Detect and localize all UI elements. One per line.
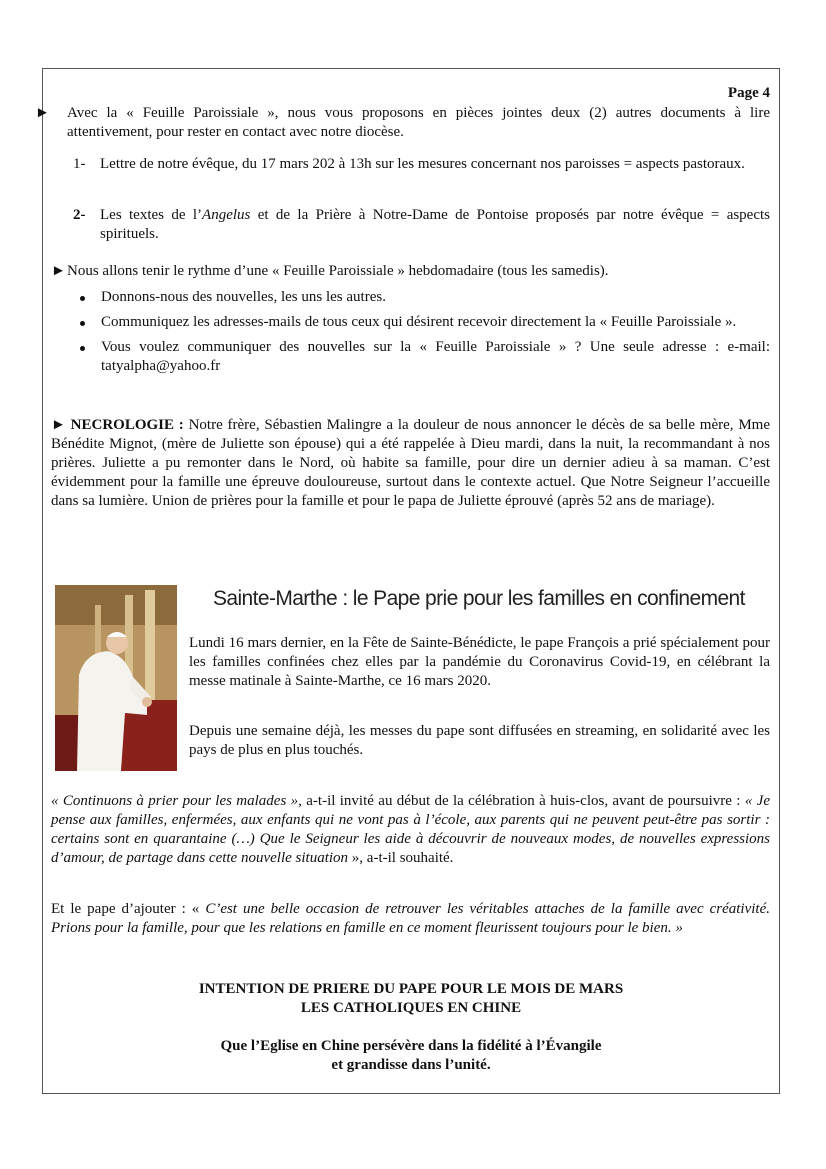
numbered-item-1 [73, 155, 770, 174]
article-paragraph-1: Lundi 16 mars dernier, en la Fête de Sainte-Bénédicte, le pape François a prié spécialement pour les familles confinées chez elles par la pandémie du Coronavirus Covid-19, en célébrant la messe matinale à Sainte-Marthe, ce 16 mars 2020. [189, 635, 770, 689]
list-item: Vous voulez communiquer des nouvelles sur la « Feuille Paroissiale » ? Une seule adresse : e-mail: tatyalpha@yahoo.fr [51, 338, 770, 376]
list-item: Communiquez les adresses-mails de tous ceux qui désirent recevoir directement la « Feuille Paroissiale ». [51, 313, 770, 332]
triangle-icon: ► [35, 105, 50, 121]
page-number: Page 4 [727, 85, 770, 101]
bullet-icon [80, 296, 85, 301]
weekly-text: Nous allons tenir le rythme d’une « Feuille Paroissiale » hebdomadaire (tous les samedis). [67, 263, 609, 279]
intro-paragraph [35, 104, 770, 142]
item-number: 2- [73, 207, 86, 223]
item-number: 1- [73, 156, 86, 172]
triangle-icon: ► [51, 417, 66, 433]
necrologie-paragraph [51, 416, 770, 511]
bullet-list [51, 288, 770, 382]
item-text: Les textes de l’Angelus et de la Prière à Notre-Dame de Pontoise proposés par notre évêque = aspects spirituels. [100, 207, 771, 242]
necrologie-text: Notre frère, Sébastien Malingre a la douleur de nous annoncer le décès de sa belle mère, Mme Bénédite Mignot, (mère de Juliette son épouse) qui a été rappelée à Dieu mardi, dans la nuit, la recommandant à nos prières. Juliette a pu remonter dans le Nord, où habite sa famille, pour dire un dernier adieu à sa maman. C’est évidemment pour la famille une épreuve douloureuse, surtout dans le contexte actuel. Que Notre Seigneur l’accueille dans sa lumière. Union de prières pour la famille et pour le papa de Juliette éprouvé (après 52 ans de mariage). [51, 417, 770, 509]
article-title: Sainte-Marthe : le Pape prie pour les familles en confinement [213, 587, 745, 610]
intention-text-1: Que l’Eglise en Chine persévère dans la fidélité à l’Évangile [220, 1038, 602, 1054]
necrologie-label: NECROLOGIE : [70, 417, 184, 433]
numbered-item-2 [73, 206, 770, 244]
article-paragraph-2: Depuis une semaine déjà, les messes du pape sont diffusées en streaming, en solidarité avec les pays de plus en plus touchés. [189, 723, 770, 758]
triangle-icon: ► [51, 263, 66, 279]
intention-heading-2: LES CATHOLIQUES EN CHINE [300, 1000, 522, 1016]
item-text: Lettre de notre évêque, du 17 mars 202 à 13h sur les mesures concernant nos paroisses = aspects pastoraux. [100, 156, 745, 172]
intro-text: Avec la « Feuille Paroissiale », nous vous proposons en pièces jointes deux (2) autres documents à lire attentivement, pour rester en contact avec notre diocèse. [67, 105, 770, 140]
intention-heading-1: INTENTION DE PRIERE DU PAPE POUR LE MOIS DE MARS [198, 981, 624, 997]
bullet-icon [80, 321, 85, 326]
bullet-icon [80, 346, 85, 351]
quote-paragraph-2: Et le pape d’ajouter : « C’est une belle occasion de retrouver les véritables attaches de la famille avec créativité. Prions pour la famille, pour que les relations en famille en ce moment fleurissent toujours pour le bien. » [51, 901, 771, 936]
pope-photo [55, 585, 177, 771]
intention-text-2: et grandisse dans l’unité. [331, 1057, 491, 1073]
pope-praying-image [55, 585, 177, 771]
page-frame [35, 68, 780, 1094]
list-item: Donnons-nous des nouvelles, les uns les autres. [51, 288, 770, 307]
quote-paragraph-1: « Continuons à prier pour les malades », a-t-il invité au début de la célébration à huis-clos, avant de poursuivre : « Je pense aux familles, enfermées, aux enfants qui ne vont pas à l’école, aux parents qui ne peuvent peut-être pas sortir : certains sont en quarantaine (…) Que le Seigneur les aide à découvrir de nouveaux modes, de nouvelles expressions d’amour, de partage dans cette nouvelle situation », a-t-il souhaité. [51, 793, 770, 866]
weekly-paragraph [51, 262, 770, 281]
